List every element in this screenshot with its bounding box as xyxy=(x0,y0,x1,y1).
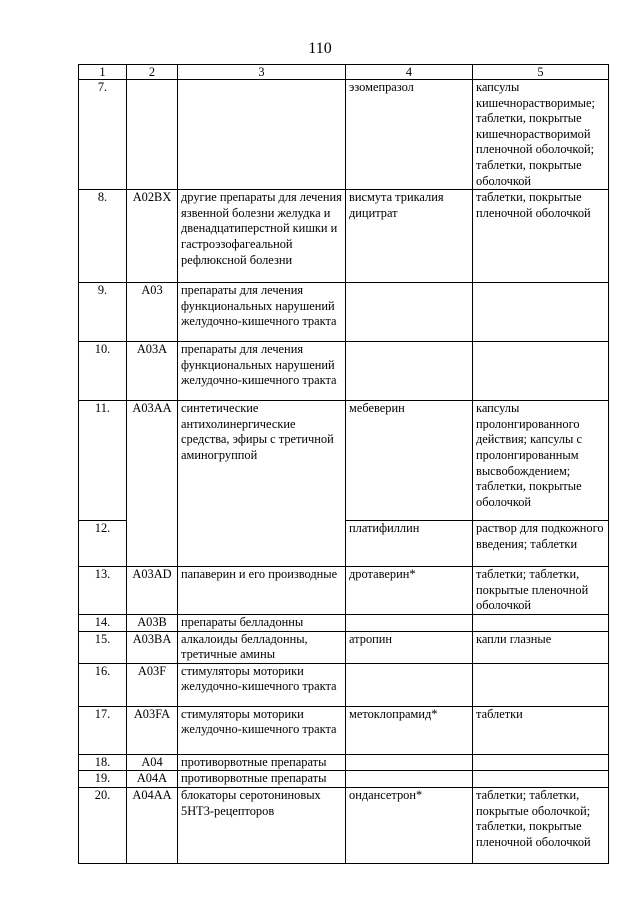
header-col-3: 3 xyxy=(178,65,346,80)
atc-code: A03BA xyxy=(127,631,178,663)
dosage-form xyxy=(473,342,609,401)
table-row xyxy=(79,342,609,401)
drug-name: атропин xyxy=(346,631,473,663)
table-row xyxy=(79,787,609,863)
atc-code: A03 xyxy=(127,283,178,342)
table-row xyxy=(79,663,609,706)
drug-name xyxy=(346,663,473,706)
row-number: 20. xyxy=(79,787,127,863)
drug-table xyxy=(78,64,609,864)
drug-group: противорвотные препараты xyxy=(178,754,346,771)
atc-code: A04 xyxy=(127,754,178,771)
row-number: 9. xyxy=(79,283,127,342)
row-number: 7. xyxy=(79,80,127,190)
drug-name: платифиллин xyxy=(346,521,473,567)
atc-code xyxy=(127,80,178,190)
dosage-form xyxy=(473,771,609,788)
drug-group: алкалоиды белладонны, третичные амины xyxy=(178,631,346,663)
dosage-form: капсулы кишечнорастворимые; таблетки, покрытые кишечнорастворимой пленочной оболочкой; таблетки, покрытые оболочкой xyxy=(473,80,609,190)
drug-group: синтетические антихолинергические средства, эфиры с третичной аминогруппой xyxy=(178,401,346,567)
atc-code: A02BX xyxy=(127,190,178,283)
row-number: 8. xyxy=(79,190,127,283)
drug-group: блокаторы серотониновых 5НТ3-рецепторов xyxy=(178,787,346,863)
row-number: 18. xyxy=(79,754,127,771)
table-row xyxy=(79,567,609,615)
drug-name: эзомепразол xyxy=(346,80,473,190)
atc-code: A03B xyxy=(127,614,178,631)
atc-code: A03F xyxy=(127,663,178,706)
dosage-form: таблетки; таблетки, покрытые пленочной оболочкой xyxy=(473,567,609,615)
header-col-4: 4 xyxy=(346,65,473,80)
row-number: 11. xyxy=(79,401,127,521)
drug-name xyxy=(346,771,473,788)
drug-name: ондансетрон* xyxy=(346,787,473,863)
table-row xyxy=(79,614,609,631)
dosage-form: таблетки xyxy=(473,706,609,754)
header-col-2: 2 xyxy=(127,65,178,80)
table-row xyxy=(79,80,609,190)
table-row xyxy=(79,190,609,283)
header-row xyxy=(79,65,609,80)
row-number: 13. xyxy=(79,567,127,615)
row-number: 19. xyxy=(79,771,127,788)
atc-code: A03AA xyxy=(127,401,178,567)
table-row xyxy=(79,771,609,788)
drug-group: стимуляторы моторики желудочно-кишечного тракта xyxy=(178,663,346,706)
header-col-5: 5 xyxy=(473,65,609,80)
dosage-form xyxy=(473,283,609,342)
drug-group: противорвотные препараты xyxy=(178,771,346,788)
header-col-1: 1 xyxy=(79,65,127,80)
dosage-form: раствор для подкожного введения; таблетки xyxy=(473,521,609,567)
dosage-form xyxy=(473,614,609,631)
page-number: 110 xyxy=(308,40,332,57)
drug-group: стимуляторы моторики желудочно-кишечного тракта xyxy=(178,706,346,754)
drug-group: папаверин и его производные xyxy=(178,567,346,615)
atc-code: A03AD xyxy=(127,567,178,615)
atc-code: A04AA xyxy=(127,787,178,863)
dosage-form: капли глазные xyxy=(473,631,609,663)
atc-code: A03A xyxy=(127,342,178,401)
drug-name: мебеверин xyxy=(346,401,473,521)
dosage-form: таблетки, покрытые пленочной оболочкой xyxy=(473,190,609,283)
atc-code: A04A xyxy=(127,771,178,788)
table-row xyxy=(79,283,609,342)
dosage-form xyxy=(473,663,609,706)
table-row xyxy=(79,754,609,771)
table-row xyxy=(79,631,609,663)
drug-group: препараты для лечения функциональных нарушений желудочно-кишечного тракта xyxy=(178,283,346,342)
row-number: 12. xyxy=(79,521,127,567)
drug-name xyxy=(346,283,473,342)
table-row xyxy=(79,706,609,754)
row-number: 14. xyxy=(79,614,127,631)
drug-name: метоклопрамид* xyxy=(346,706,473,754)
dosage-form xyxy=(473,754,609,771)
drug-name: дротаверин* xyxy=(346,567,473,615)
drug-name xyxy=(346,754,473,771)
row-number: 17. xyxy=(79,706,127,754)
drug-group xyxy=(178,80,346,190)
table-row xyxy=(79,401,609,521)
drug-group: препараты белладонны xyxy=(178,614,346,631)
drug-group: препараты для лечения функциональных нарушений желудочно-кишечного тракта xyxy=(178,342,346,401)
dosage-form: таблетки; таблетки, покрытые оболочкой; таблетки, покрытые пленочной оболочкой xyxy=(473,787,609,863)
drug-name: висмута трикалия дицитрат xyxy=(346,190,473,283)
row-number: 16. xyxy=(79,663,127,706)
row-number: 15. xyxy=(79,631,127,663)
drug-name xyxy=(346,614,473,631)
drug-group: другие препараты для лечения язвенной болезни желудка и двенадцатиперстной кишки и гастроэзофагеальной рефлюксной болезни xyxy=(178,190,346,283)
row-number: 10. xyxy=(79,342,127,401)
dosage-form: капсулы пролонгированного действия; капсулы с пролонгированным высвобождением; таблетки, покрытые оболочкой xyxy=(473,401,609,521)
atc-code: A03FA xyxy=(127,706,178,754)
drug-name xyxy=(346,342,473,401)
